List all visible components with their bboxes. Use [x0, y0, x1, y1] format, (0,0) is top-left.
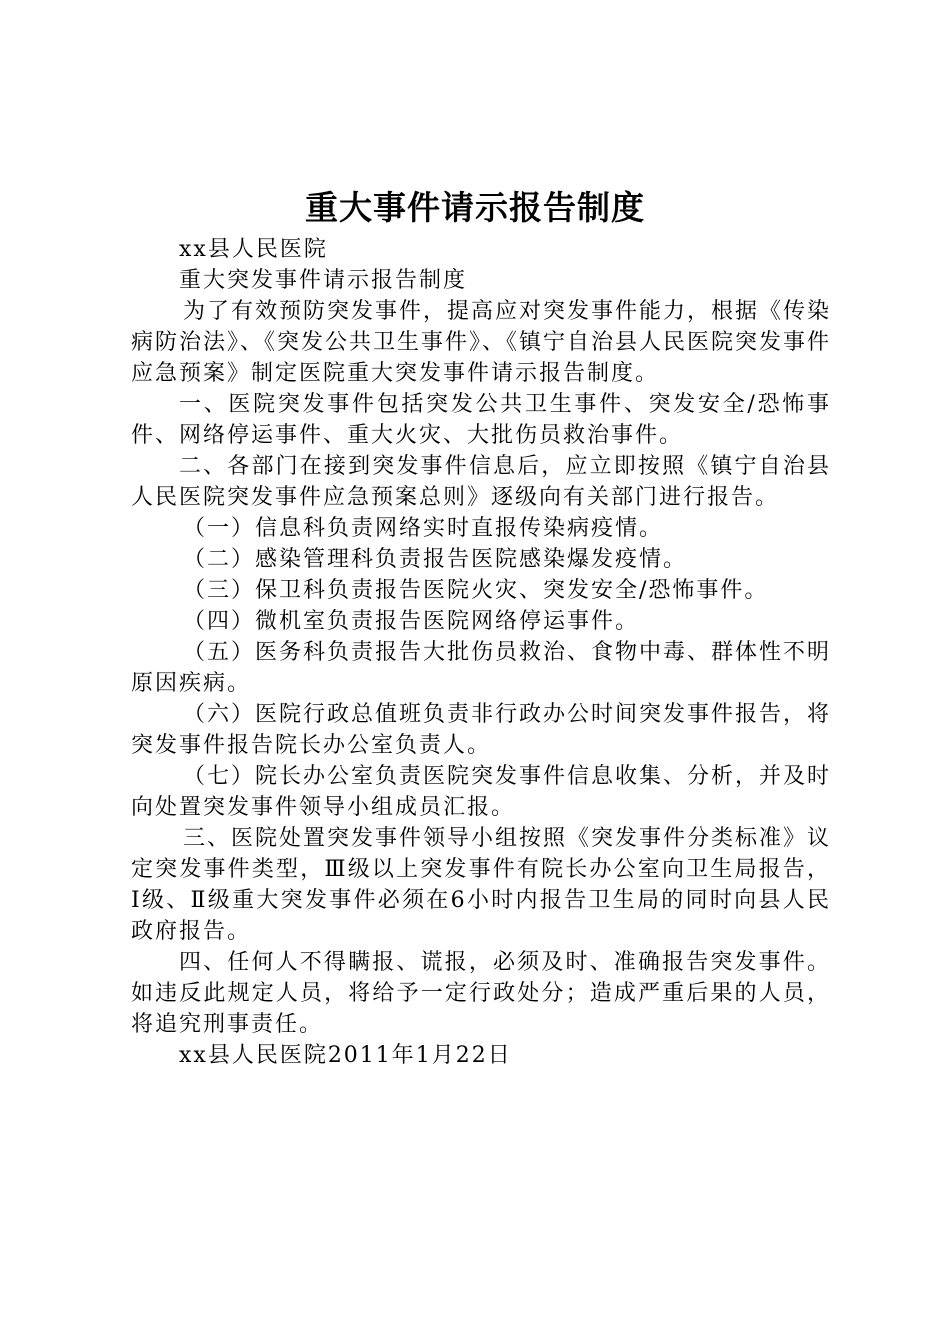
section-two-paragraph: 二、各部门在接到突发事件信息后，应立即按照《镇宁自治县人民医院突发事件应急预案总则》逐级向有关部门进行报告。 [131, 454, 831, 510]
hospital-name-line: xx县人民医院 [179, 237, 328, 262]
list-item-6: （六）医院行政总值班负责非行政办公时间突发事件报告，将突发事件报告院长办公室负责人。 [131, 702, 832, 758]
signature-date-line: xx县人民医院2011年1月22日 [179, 1043, 512, 1068]
section-one-paragraph: 一、医院突发事件包括突发公共卫生事件、突发安全/恐怖事件、网络停运事件、重大火灾、大批伤员救治事件。 [131, 392, 831, 448]
document-body [131, 234, 831, 1071]
intro-paragraph: 为了有效预防突发事件，提高应对突发事件能力，根据《传染病防治法》、《突发公共卫生事件》、《镇宁自治县人民医院突发事件应急预案》制定医院重大突发事件请示报告制度。 [131, 299, 832, 386]
document-title: 重大事件请示报告制度 [305, 188, 645, 227]
list-item-7: （七）院长办公室负责医院突发事件信息收集、分析，并及时向处置突发事件领导小组成员汇报。 [131, 764, 832, 820]
list-item-5: （五）医务科负责报告大批伤员救治、食物中毒、群体性不明原因疾病。 [131, 640, 832, 696]
subtitle-line: 重大突发事件请示报告制度 [179, 268, 468, 293]
list-item-1: （一）信息科负责网络实时直报传染病疫情。 [183, 516, 664, 541]
list-item-4: （四）微机室负责报告医院网络停运事件。 [183, 609, 640, 634]
section-four-paragraph: 四、任何人不得瞒报、谎报，必须及时、准确报告突发事件。如违反此规定人员，将给予一定行政处分；造成严重后果的人员，将追究刑事责任。 [131, 950, 831, 1037]
list-item-3: （三）保卫科负责报告医院火灾、突发安全/恐怖事件。 [183, 578, 769, 603]
section-three-paragraph: 三、医院处置突发事件领导小组按照《突发事件分类标准》议定突发事件类型，Ⅲ级以上突发事件有院长办公室向卫生局报告，Ⅰ级、Ⅱ级重大突发事件必须在6小时内报告卫生局的同时向县人民政府报告。 [131, 826, 832, 944]
list-item-2: （二）感染管理科负责报告医院感染爆发疫情。 [183, 547, 688, 572]
